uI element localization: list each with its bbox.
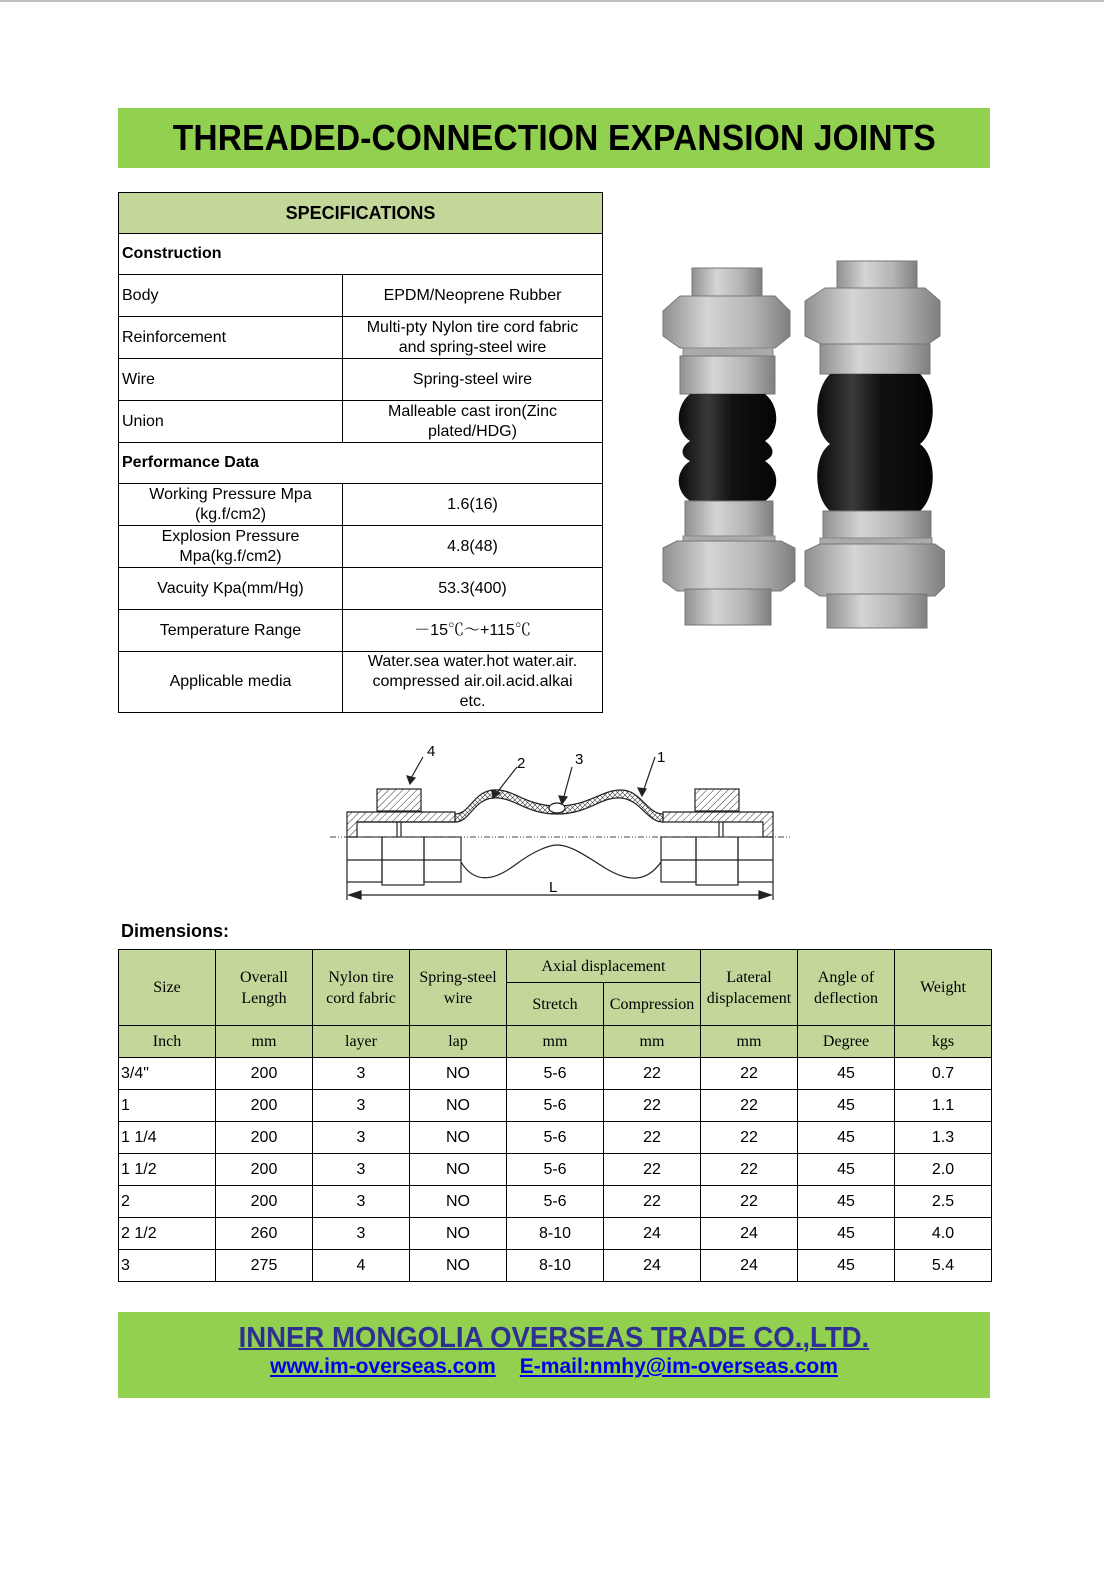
table-cell: 22	[701, 1154, 798, 1186]
table-cell: 22	[701, 1122, 798, 1154]
right-joint	[805, 261, 945, 628]
table-row	[119, 1186, 992, 1218]
table-cell: 200	[216, 1122, 313, 1154]
header-spring-steel: Spring-steel wire	[410, 950, 507, 1026]
table-cell: 24	[604, 1218, 701, 1250]
spec-value: 1.6(16)	[343, 484, 603, 526]
table-row	[119, 1122, 992, 1154]
table-cell: 2	[119, 1186, 216, 1218]
table-cell: 1	[119, 1090, 216, 1122]
header-nylon: Nylon tire cord fabric	[313, 950, 410, 1026]
dimension-label-L: L	[549, 879, 558, 896]
spec-value: Malleable cast iron(Zinc plated/HDG)	[343, 401, 603, 443]
header-lateral: Lateral displacement	[701, 950, 798, 1026]
table-cell: 1 1/4	[119, 1122, 216, 1154]
construction-section-label: Construction	[119, 234, 603, 275]
title-banner	[118, 108, 990, 168]
spec-row	[119, 359, 603, 401]
table-cell: 3/4"	[119, 1058, 216, 1090]
table-cell: 275	[216, 1250, 313, 1282]
table-cell: 24	[604, 1250, 701, 1282]
table-cell: 200	[216, 1090, 313, 1122]
page-title: THREADED-CONNECTION EXPANSION JOINTS	[172, 117, 936, 158]
spec-value: Water.sea water.hot water.air. compressed air.oil.acid.alkai etc.	[343, 652, 603, 713]
table-cell: NO	[410, 1250, 507, 1282]
spec-label: Working Pressure Mpa (kg.f/cm2)	[119, 484, 343, 526]
spec-label: Applicable media	[119, 652, 343, 713]
header-weight: Weight	[895, 950, 992, 1026]
email-link[interactable]: E-mail:nmhy@im-overseas.com	[519, 1355, 838, 1378]
table-cell: 2.5	[895, 1186, 992, 1218]
spec-row	[119, 401, 603, 443]
unit-cell: layer	[313, 1026, 410, 1058]
unit-cell: lap	[410, 1026, 507, 1058]
specifications-table	[118, 192, 603, 713]
table-cell: 45	[798, 1058, 895, 1090]
spec-value: EPDM/Neoprene Rubber	[343, 275, 603, 317]
table-cell: 200	[216, 1154, 313, 1186]
spec-label: Union	[119, 401, 343, 443]
table-cell: 3	[313, 1186, 410, 1218]
header-angle: Angle of deflection	[798, 950, 895, 1026]
unit-cell: mm	[507, 1026, 604, 1058]
expansion-joint-photo-icon	[655, 256, 945, 631]
table-cell: 5-6	[507, 1122, 604, 1154]
table-cell: 5-6	[507, 1090, 604, 1122]
spec-row	[119, 526, 603, 568]
performance-section-label: Performance Data	[119, 443, 603, 484]
table-cell: 24	[701, 1250, 798, 1282]
table-cell: 200	[216, 1058, 313, 1090]
units-row	[119, 1026, 992, 1058]
footer-banner	[118, 1312, 990, 1398]
spec-value: Spring-steel wire	[343, 359, 603, 401]
table-row	[119, 1250, 992, 1282]
company-name: INNER MONGOLIA OVERSEAS TRADE CO.,LTD.	[238, 1322, 870, 1354]
spec-label: Wire	[119, 359, 343, 401]
table-cell: 5-6	[507, 1058, 604, 1090]
table-row	[119, 1218, 992, 1250]
table-cell: 24	[701, 1218, 798, 1250]
spec-value: 4.8(48)	[343, 526, 603, 568]
table-cell: NO	[410, 1154, 507, 1186]
spec-row	[119, 652, 603, 713]
table-cell: 22	[701, 1090, 798, 1122]
table-cell: 45	[798, 1250, 895, 1282]
table-cell: 45	[798, 1090, 895, 1122]
table-cell: 22	[701, 1058, 798, 1090]
unit-cell: mm	[216, 1026, 313, 1058]
unit-cell: kgs	[895, 1026, 992, 1058]
table-cell: 4	[313, 1250, 410, 1282]
unit-cell: Degree	[798, 1026, 895, 1058]
table-cell: 8-10	[507, 1250, 604, 1282]
table-cell: 4.0	[895, 1218, 992, 1250]
spec-row	[119, 568, 603, 610]
table-cell: 22	[701, 1186, 798, 1218]
header-stretch: Stretch	[507, 983, 604, 1026]
table-cell: 8-10	[507, 1218, 604, 1250]
callout-1: 1	[657, 749, 666, 766]
dimensions-table	[118, 949, 992, 1282]
spec-label: Body	[119, 275, 343, 317]
header-overall-length: Overall Length	[216, 950, 313, 1026]
spec-label: Reinforcement	[119, 317, 343, 359]
spec-row	[119, 610, 603, 652]
spec-value: 53.3(400)	[343, 568, 603, 610]
spec-label: Temperature Range	[119, 610, 343, 652]
table-cell: 22	[604, 1122, 701, 1154]
table-cell: 5.4	[895, 1250, 992, 1282]
table-cell: 1 1/2	[119, 1154, 216, 1186]
table-cell: 45	[798, 1122, 895, 1154]
table-cell: 3	[313, 1122, 410, 1154]
cross-section-diagram	[325, 740, 795, 905]
spec-row	[119, 317, 603, 359]
table-cell: 3	[313, 1218, 410, 1250]
table-cell: 1.1	[895, 1090, 992, 1122]
spec-row	[119, 484, 603, 526]
table-cell: 22	[604, 1154, 701, 1186]
spec-label: Explosion Pressure Mpa(kg.f/cm2)	[119, 526, 343, 568]
table-cell: 3	[119, 1250, 216, 1282]
table-cell: NO	[410, 1218, 507, 1250]
top-border	[0, 0, 1104, 2]
header-size: Size	[119, 950, 216, 1026]
table-cell: 45	[798, 1186, 895, 1218]
spec-row	[119, 275, 603, 317]
spec-value: －15℃～+115℃	[343, 610, 603, 652]
table-cell: 200	[216, 1186, 313, 1218]
table-cell: NO	[410, 1122, 507, 1154]
dimensions-title: Dimensions:	[121, 921, 230, 941]
table-cell: NO	[410, 1090, 507, 1122]
table-cell: 3	[313, 1090, 410, 1122]
header-axial: Axial displacement	[507, 950, 701, 983]
spec-label: Vacuity Kpa(mm/Hg)	[119, 568, 343, 610]
table-row	[119, 1058, 992, 1090]
table-cell: NO	[410, 1186, 507, 1218]
unit-cell: mm	[701, 1026, 798, 1058]
callout-3: 3	[575, 751, 584, 768]
table-cell: 1.3	[895, 1122, 992, 1154]
table-cell: 3	[313, 1154, 410, 1186]
table-cell: 3	[313, 1058, 410, 1090]
callout-2: 2	[517, 755, 526, 772]
contact-line	[118, 1355, 990, 1379]
table-cell: 5-6	[507, 1186, 604, 1218]
unit-cell: mm	[604, 1026, 701, 1058]
header-compression: Compression	[604, 983, 701, 1026]
table-cell: 0.7	[895, 1058, 992, 1090]
unit-cell: Inch	[119, 1026, 216, 1058]
table-cell: 45	[798, 1154, 895, 1186]
specifications-header: SPECIFICATIONS	[119, 193, 603, 234]
table-row	[119, 1154, 992, 1186]
website-link[interactable]: www.im-overseas.com	[270, 1355, 496, 1378]
callout-4: 4	[427, 743, 436, 760]
table-cell: 2.0	[895, 1154, 992, 1186]
spec-value: Multi-pty Nylon tire cord fabric and spring-steel wire	[343, 317, 603, 359]
table-cell: 2 1/2	[119, 1218, 216, 1250]
table-cell: 45	[798, 1218, 895, 1250]
table-cell: 5-6	[507, 1154, 604, 1186]
dimensions-body	[119, 1058, 992, 1282]
left-joint	[663, 268, 795, 625]
table-cell: 22	[604, 1058, 701, 1090]
table-cell: 22	[604, 1090, 701, 1122]
table-cell: NO	[410, 1058, 507, 1090]
table-row	[119, 1090, 992, 1122]
table-cell: 22	[604, 1186, 701, 1218]
table-cell: 260	[216, 1218, 313, 1250]
